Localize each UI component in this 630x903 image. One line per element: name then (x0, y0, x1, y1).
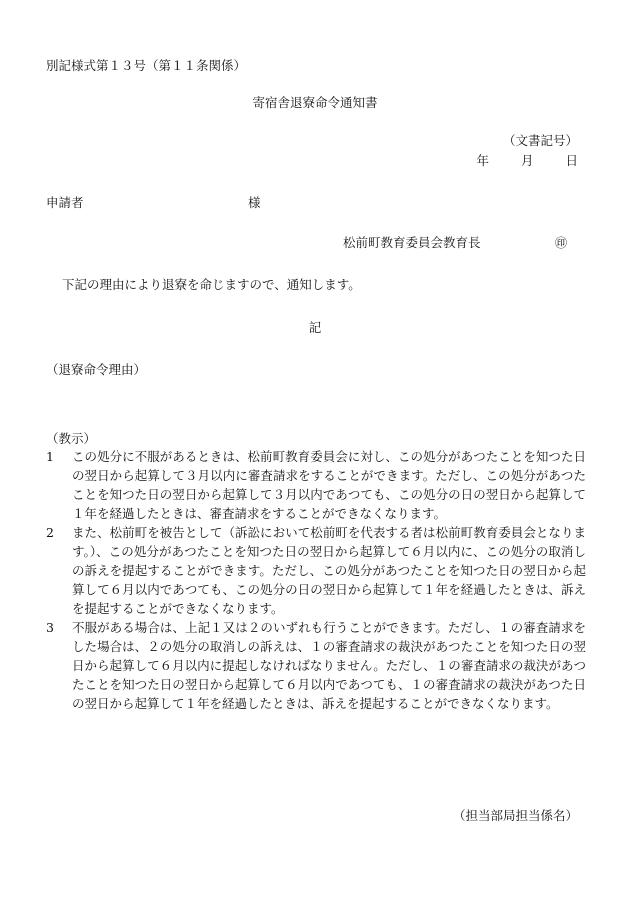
item-number: 1 (46, 449, 54, 464)
item-text: 不服がある場合は、上記１又は２のいずれも行うことができます。ただし、１の審査請求をした場合は、２の処分の取消しの訴えは、１の審査請求の裁決があつたことを知つた日の翌日から起算して６月以内に提起しなければなりません。ただし、１の審査請求の裁決があつたことを知つた日の翌日から起算して６月以内であつても、１の審査請求の裁決があつた日の翌日から起算して１年を経過したときは、訴えを提起することができなくなります。 (72, 620, 586, 711)
date-month: 月 (520, 153, 534, 168)
item-text: この処分に不服があるときは、松前町教育委員会に対し、この処分があつたことを知つた日の翌日から起算して３月以内に審査請求をすることができます。ただし、この処分があつたことを知つた日の翌日から起算して３月以内であつても、この処分の日の翌日から起算して１年を経過したときは、審査請求をすることができなくなります。 (72, 449, 586, 521)
applicant-label: 申請者 (46, 195, 84, 210)
kyoji-label: （教示） (46, 431, 97, 446)
notice-body: 下記の理由により退寮を命じますので、通知します。 (62, 277, 361, 292)
document-title: 寄宿舎退寮命令通知書 (252, 95, 378, 110)
date-line (476, 151, 578, 169)
honorific: 様 (248, 195, 261, 210)
item-number: 2 (46, 525, 54, 540)
issuer-name: 松前町教育委員会教育長 (343, 235, 481, 250)
kyoji-item (46, 447, 586, 523)
reason-label: （退寮命令理由） (46, 362, 147, 377)
date-year: 年 (476, 153, 489, 168)
document-number: （文書記号） (502, 133, 578, 148)
kyoji-items (46, 447, 586, 713)
kyoji-item (46, 618, 586, 713)
contact-label: （担当部局担当係名） (452, 808, 578, 823)
seal-mark: ㊞ (555, 236, 568, 250)
item-number: 3 (46, 620, 54, 635)
form-id: 別記様式第１３号（第１１条関係） (46, 58, 247, 73)
item-text: また、松前町を被告として（訴訟において松前町を代表する者は松前町教育委員会となります。）、この処分があつたことを知つた日の翌日から起算して６月以内に、この処分の取消しの訴えを提起することができます。ただし、この処分があつたことを知つた日の翌日から起算して６月以内であつても、この処分の日の翌日から起算して１年を経過したときは、訴えを提起することができなくなります。 (72, 525, 586, 616)
date-day: 日 (565, 153, 578, 168)
kyoji-item (46, 523, 586, 618)
ki-heading: 記 (308, 320, 322, 335)
